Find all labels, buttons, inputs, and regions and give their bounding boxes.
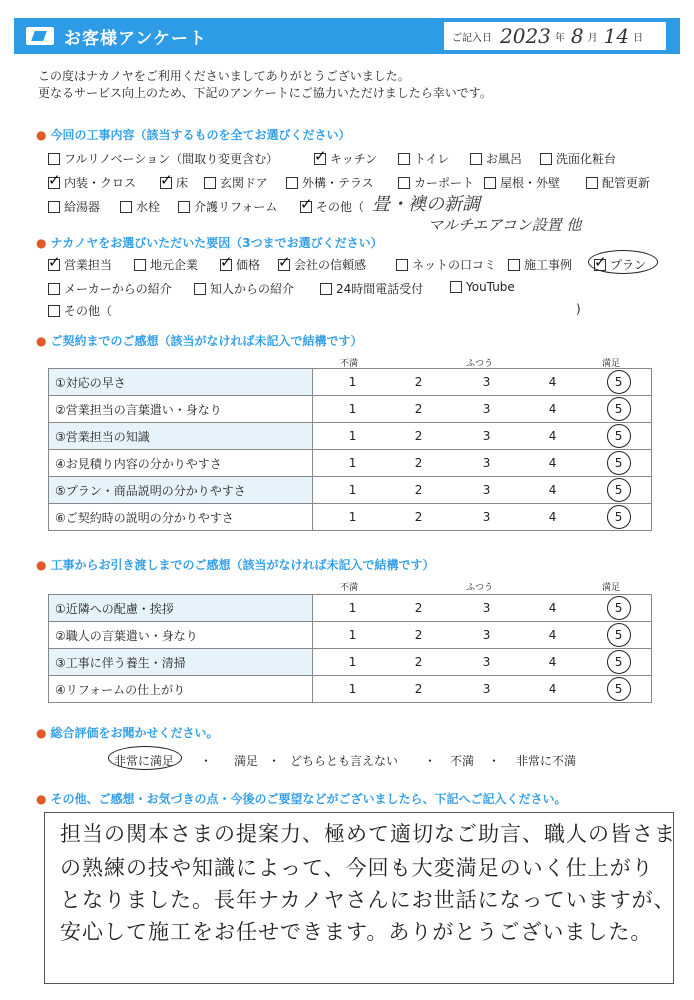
- selected-rating-circle: [607, 424, 631, 448]
- option-label: 屋根・外壁: [500, 176, 561, 190]
- rating-option[interactable]: 1: [348, 429, 357, 443]
- section-title-contract: ● ご契約までのご感想（該当がなければ未記入で結構です）: [36, 334, 363, 348]
- option-label: 給湯器: [64, 200, 101, 214]
- q2-option[interactable]: [450, 280, 515, 294]
- comment-line: 担当の関本さまの提案力、極めて適切なご助言、職人の皆さま: [60, 822, 676, 846]
- option-label: ネットの口コミ: [412, 258, 497, 272]
- checkbox[interactable]: [48, 201, 60, 213]
- selected-rating-circle: [607, 397, 631, 421]
- rating-option[interactable]: 5: [614, 682, 623, 696]
- rating-option[interactable]: 4: [548, 429, 557, 443]
- separator: ・: [200, 754, 213, 768]
- rating-row: [49, 369, 652, 396]
- rating-question: ②営業担当の言葉遣い・身なり: [49, 396, 313, 423]
- date-month: 8: [570, 24, 584, 48]
- date-year: 2023: [500, 24, 551, 48]
- rating-row: [49, 504, 652, 531]
- q1-option[interactable]: [160, 174, 188, 191]
- rating-row: [49, 649, 652, 676]
- overall-option[interactable]: どちらとも言えない: [290, 754, 399, 768]
- selected-rating-circle: [607, 478, 631, 502]
- option-label: 介護リフォーム: [194, 200, 278, 214]
- rating-option[interactable]: 2: [414, 655, 423, 669]
- q1-option[interactable]: [286, 174, 374, 191]
- selected-rating-circle: [607, 596, 631, 620]
- q1-option[interactable]: [48, 150, 278, 167]
- q1-option[interactable]: [48, 198, 100, 215]
- construction-rating-table: [48, 594, 652, 703]
- separator: ・: [424, 754, 437, 768]
- checkbox[interactable]: [134, 259, 146, 271]
- q2-option[interactable]: [48, 256, 112, 273]
- rating-option[interactable]: 4: [548, 628, 557, 642]
- rating-option[interactable]: 4: [548, 402, 557, 416]
- rating-option[interactable]: 3: [482, 655, 491, 669]
- checkbox[interactable]: [160, 177, 172, 189]
- rating-option[interactable]: 5: [614, 628, 623, 642]
- checkbox[interactable]: [470, 153, 482, 165]
- q2-option[interactable]: [48, 302, 112, 319]
- rating-option[interactable]: 2: [414, 628, 423, 642]
- company-logo-icon: [26, 27, 54, 45]
- checkbox[interactable]: [178, 201, 190, 213]
- option-label: 営業担当: [64, 258, 113, 272]
- date-label: ご記入日: [452, 32, 492, 44]
- rating-option[interactable]: 5: [614, 375, 623, 389]
- q2-option[interactable]: [278, 256, 366, 273]
- rating-scale: [312, 649, 651, 676]
- overall-option[interactable]: 不満: [450, 754, 475, 768]
- option-label: メーカーからの紹介: [64, 282, 172, 296]
- rating-option[interactable]: 5: [614, 510, 623, 524]
- rating-option[interactable]: 3: [482, 682, 491, 696]
- checkbox[interactable]: [220, 259, 232, 271]
- rating-option[interactable]: 2: [414, 375, 423, 389]
- checkbox[interactable]: [120, 201, 132, 213]
- checkbox[interactable]: [314, 153, 326, 165]
- rating-option[interactable]: 2: [414, 601, 423, 615]
- rating-scale: [312, 595, 651, 622]
- rating-option[interactable]: 1: [348, 628, 357, 642]
- overall-option[interactable]: 満足: [234, 754, 259, 768]
- q1-option[interactable]: [120, 198, 160, 215]
- header-bar: [14, 18, 680, 54]
- intro-line: この度はナカノヤをご利用くださいましてありがとうございました。: [38, 69, 410, 83]
- selected-rating-circle: [607, 505, 631, 529]
- rating-option[interactable]: 3: [482, 483, 491, 497]
- selected-rating-circle: [607, 677, 631, 701]
- rating-option[interactable]: 2: [414, 483, 423, 497]
- scale-mid: ふつう: [466, 359, 494, 369]
- q2-option[interactable]: [508, 256, 572, 273]
- month-unit: 月: [587, 32, 598, 44]
- option-label: 施工事例: [524, 258, 573, 272]
- option-label: カーポート: [414, 176, 475, 190]
- section-title-overall: ● 総合評価をお聞かせください。: [36, 726, 219, 740]
- rating-question: ①近隣への配慮・挨拶: [49, 595, 313, 622]
- rating-option[interactable]: 3: [482, 429, 491, 443]
- rating-option[interactable]: 1: [348, 483, 357, 497]
- option-label: 水栓: [136, 200, 161, 214]
- option-label: 価格: [236, 258, 261, 272]
- rating-row: [49, 595, 652, 622]
- rating-option[interactable]: 4: [548, 655, 557, 669]
- option-label: プラン: [610, 258, 647, 272]
- overall-option[interactable]: 非常に満足: [114, 754, 175, 768]
- rating-scale: [312, 423, 651, 450]
- option-label: フルリノベーション（間取り変更含む）: [64, 152, 279, 166]
- scale-low: 不満: [340, 359, 359, 369]
- rating-option[interactable]: 4: [548, 601, 557, 615]
- rating-option[interactable]: 3: [482, 375, 491, 389]
- checkbox[interactable]: [48, 283, 60, 295]
- q2-option[interactable]: [48, 280, 172, 297]
- q2-option[interactable]: [220, 256, 260, 273]
- rating-option[interactable]: 3: [482, 601, 491, 615]
- separator: ・: [488, 754, 501, 768]
- rating-option[interactable]: 1: [348, 402, 357, 416]
- checkbox[interactable]: [540, 153, 552, 165]
- option-label: YouTube: [466, 280, 515, 294]
- overall-option[interactable]: 非常に不満: [516, 754, 577, 768]
- rating-question: ①対応の早さ: [49, 369, 313, 396]
- selected-rating-circle: [607, 650, 631, 674]
- checkbox[interactable]: [508, 259, 520, 271]
- rating-scale: [312, 369, 651, 396]
- separator: ・: [268, 754, 281, 768]
- rating-option[interactable]: 2: [414, 682, 423, 696]
- day-unit: 日: [633, 32, 644, 44]
- intro-line: 更なるサービス向上のため、下記のアンケートにご協力いただけましたら幸いです。: [38, 86, 492, 100]
- rating-question: ③営業担当の知識: [49, 423, 313, 450]
- rating-option[interactable]: 1: [348, 655, 357, 669]
- page-title: お客様アンケート: [64, 28, 207, 49]
- option-label: 外構・テラス: [302, 176, 374, 190]
- comment-line: の熟練の技や知識によって、今回も大変満足のいく仕上がり: [60, 856, 654, 880]
- selected-rating-circle: [607, 451, 631, 475]
- option-label: 地元企業: [150, 258, 199, 272]
- section-title-comments: ● その他、ご感想・お気づきの点・今後のご要望などがございましたら、下記へご記入ください。: [36, 792, 567, 806]
- q1-option[interactable]: [398, 150, 449, 167]
- rating-option[interactable]: 5: [614, 429, 623, 443]
- rating-question: ④お見積り内容の分かりやすさ: [49, 450, 313, 477]
- plan-circle: [588, 250, 658, 274]
- q1-option[interactable]: [484, 174, 560, 191]
- checkbox[interactable]: [320, 283, 332, 295]
- rating-row: [49, 477, 652, 504]
- q1-option[interactable]: [178, 198, 277, 215]
- option-label: 床: [176, 176, 189, 190]
- option-label: 玄関ドア: [220, 176, 268, 190]
- rating-option[interactable]: 2: [414, 429, 423, 443]
- rating-option[interactable]: 1: [348, 601, 357, 615]
- selected-rating-circle: [607, 370, 631, 394]
- selected-rating-circle: [607, 623, 631, 647]
- option-label: キッチン: [330, 152, 378, 166]
- option-label: 知人からの紹介: [210, 282, 295, 296]
- option-label: その他（: [64, 304, 113, 318]
- checkbox[interactable]: [204, 177, 216, 189]
- option-label: 洗面化粧台: [556, 152, 617, 166]
- checkbox[interactable]: [48, 153, 60, 165]
- q1-option[interactable]: [540, 150, 616, 167]
- q1-option[interactable]: [204, 174, 268, 191]
- rating-scale: [312, 396, 651, 423]
- rating-scale: [312, 450, 651, 477]
- rating-question: ②職人の言葉遣い・身なり: [49, 622, 313, 649]
- rating-option[interactable]: 5: [614, 601, 623, 615]
- q2-option[interactable]: [134, 256, 198, 273]
- rating-question: ⑤プラン・商品説明の分かりやすさ: [49, 477, 313, 504]
- option-label: お風呂: [486, 152, 523, 166]
- rating-question: ④リフォームの仕上がり: [49, 676, 313, 703]
- rating-option[interactable]: 3: [482, 628, 491, 642]
- contract-rating-table: [48, 368, 652, 531]
- q1-option[interactable]: [48, 174, 136, 191]
- comment-line: となりました。長年ナカノヤさんにお世話になっていますが、: [60, 888, 676, 912]
- checkbox[interactable]: [48, 177, 60, 189]
- rating-option[interactable]: 5: [614, 655, 623, 669]
- q1-option[interactable]: [300, 198, 364, 215]
- rating-option[interactable]: 3: [482, 510, 491, 524]
- rating-option[interactable]: 2: [414, 510, 423, 524]
- checkbox[interactable]: [398, 153, 410, 165]
- rating-option[interactable]: 3: [482, 456, 491, 470]
- date-day: 14: [603, 24, 630, 48]
- scale-low: 不満: [340, 583, 359, 593]
- checkbox[interactable]: [484, 177, 496, 189]
- q2-option[interactable]: [320, 280, 423, 297]
- rating-option[interactable]: 5: [614, 456, 623, 470]
- rating-scale: [312, 622, 651, 649]
- option-label: 会社の信頼感: [294, 258, 367, 272]
- checkbox[interactable]: [586, 177, 598, 189]
- other-handwriting-1: 畳・襖の新調: [372, 194, 480, 215]
- rating-option[interactable]: 3: [482, 402, 491, 416]
- scale-high: 満足: [602, 583, 621, 593]
- option-label: トイレ: [414, 152, 450, 166]
- other-close-paren: ): [576, 302, 581, 316]
- rating-option[interactable]: 1: [348, 375, 357, 389]
- option-label: その他（: [316, 200, 365, 214]
- option-label: 配管更新: [602, 176, 651, 190]
- q1-option[interactable]: [398, 174, 474, 191]
- rating-row: [49, 450, 652, 477]
- section-title-construction: ● 工事からお引き渡しまでのご感想（該当がなければ未記入で結構です）: [36, 558, 435, 572]
- rating-question: ⑥ご契約時の説明の分かりやすさ: [49, 504, 313, 531]
- section-title-work: ● 今回の工事内容（該当するものを全てお選びください）: [36, 128, 351, 142]
- rating-scale: [312, 676, 651, 703]
- rating-row: [49, 423, 652, 450]
- rating-row: [49, 676, 652, 703]
- rating-option[interactable]: 4: [548, 483, 557, 497]
- rating-option[interactable]: 4: [548, 682, 557, 696]
- checkbox[interactable]: [194, 283, 206, 295]
- date-field: [444, 22, 666, 50]
- rating-option[interactable]: 1: [348, 456, 357, 470]
- q1-option[interactable]: [314, 150, 377, 167]
- rating-option[interactable]: 4: [548, 456, 557, 470]
- rating-option[interactable]: 2: [414, 456, 423, 470]
- rating-row: [49, 396, 652, 423]
- checkbox[interactable]: [278, 259, 290, 271]
- q2-option[interactable]: [396, 256, 496, 273]
- rating-option[interactable]: 2: [414, 402, 423, 416]
- checkbox[interactable]: [48, 305, 60, 317]
- section-title-reasons: ● ナカノヤをお選びいただいた要因（3つまでお選びください）: [36, 236, 383, 250]
- rating-row: [49, 622, 652, 649]
- rating-option[interactable]: 4: [548, 510, 557, 524]
- rating-option[interactable]: 1: [348, 510, 357, 524]
- checkbox[interactable]: [300, 201, 312, 213]
- checkbox[interactable]: [396, 259, 408, 271]
- rating-question: ③工事に伴う養生・清掃: [49, 649, 313, 676]
- rating-option[interactable]: 5: [614, 483, 623, 497]
- rating-scale: [312, 477, 651, 504]
- rating-option[interactable]: 1: [348, 682, 357, 696]
- year-unit: 年: [554, 32, 565, 44]
- checkbox[interactable]: [286, 177, 298, 189]
- rating-scale: [312, 504, 651, 531]
- scale-high: 満足: [602, 359, 621, 369]
- checkbox[interactable]: [450, 281, 462, 293]
- rating-option[interactable]: 5: [614, 402, 623, 416]
- comment-line: 安心して施工をお任せできます。ありがとうございました。: [60, 920, 653, 944]
- checkbox[interactable]: [398, 177, 410, 189]
- q2-option[interactable]: [194, 280, 294, 297]
- q1-option[interactable]: [586, 174, 650, 191]
- option-label: 24時間電話受付: [336, 282, 424, 296]
- q1-option[interactable]: [470, 150, 522, 167]
- checkbox[interactable]: [48, 259, 60, 271]
- intro-text: [38, 68, 492, 102]
- scale-mid: ふつう: [466, 583, 494, 593]
- option-label: 内装・クロス: [64, 176, 137, 190]
- other-handwriting-2: マルチエアコン設置 他: [428, 216, 582, 234]
- rating-option[interactable]: 4: [548, 375, 557, 389]
